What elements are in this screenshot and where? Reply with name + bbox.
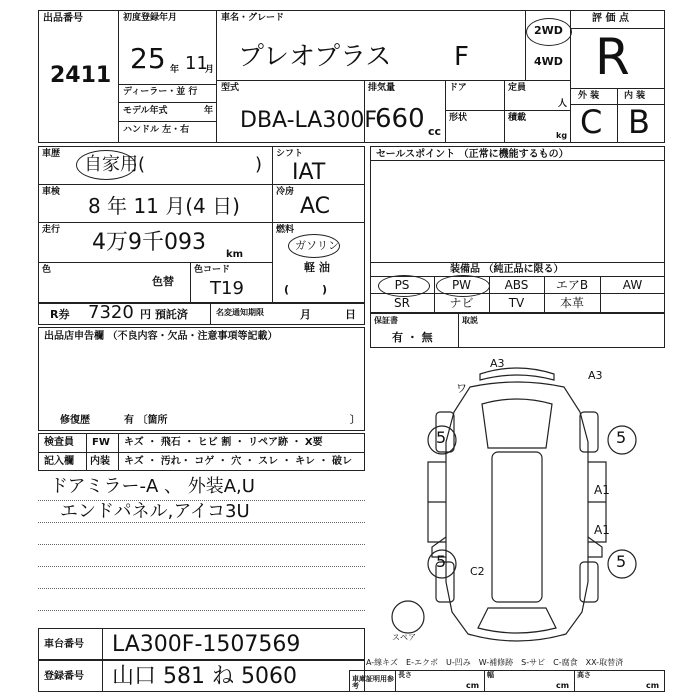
tire-mark-fl: 5 (436, 552, 447, 571)
exterior-grade: C (580, 103, 603, 141)
car-name: プレオプラス (238, 42, 392, 72)
inspector-label: 検査員 (44, 437, 74, 448)
handle-label: ハンドル 左・右 (123, 125, 190, 135)
cc-unit: cc (428, 125, 442, 138)
repair-value: 有 〔箇所 (124, 415, 168, 426)
year-label: 年 (204, 106, 214, 116)
shape-label: 形状 (449, 113, 468, 123)
inspection-value: 8 年 11 月(4 日) (88, 194, 240, 218)
equip-sr: SR (394, 296, 410, 310)
mileage-value: 4万9千093 (92, 230, 206, 255)
equip-tv: TV (508, 296, 525, 310)
length-cm: cm (466, 681, 480, 690)
person-unit: 人 (558, 99, 568, 109)
color-code: T19 (210, 278, 244, 299)
tire-mark-fr: 5 (616, 552, 627, 571)
drive-2wd: 2WD (534, 24, 563, 37)
first-reg-month: 11 (185, 53, 208, 74)
ac-value: AC (300, 194, 331, 219)
model-value: DBA-LA300F (240, 108, 377, 133)
equip-airbag: エアB (555, 278, 589, 292)
year-unit: 年 (170, 65, 180, 75)
month-unit: 月 (205, 65, 215, 75)
height-label: 高さ (577, 671, 591, 679)
color-code-label: 色コード (194, 265, 231, 275)
fuel-light: 軽 油 (304, 261, 330, 274)
width-label: 幅 (487, 671, 494, 679)
legend: A-線キズ E-エクボ U-凹み W-補修跡 S-サビ C-腐食 XX-取替済 (366, 658, 624, 667)
damage-mark-wa: ワ (456, 382, 467, 395)
score-value: R (595, 28, 630, 86)
equip-navi: ナビ (449, 296, 474, 310)
manual-label: 取説 (462, 316, 478, 325)
tire-mark-rr: 5 (616, 428, 627, 447)
history-value: 自家用( (84, 154, 146, 175)
transfer-label: 名変通知期限 (216, 308, 264, 317)
equip-leather: 本革 (559, 296, 584, 310)
repair-close: 〕 (350, 415, 360, 426)
door-label: ドア (449, 83, 467, 93)
fuel-value: ガソリン (295, 239, 339, 252)
equip-abs: ABS (504, 278, 529, 292)
car-name-label: 車名・グレード (221, 13, 285, 23)
car-diagram (370, 352, 665, 657)
history-close: ) (255, 154, 263, 175)
width-cm: cm (556, 681, 570, 690)
warranty-value: 有 ・ 無 (392, 331, 433, 344)
transfer-month: 月 (300, 308, 311, 321)
kg-unit: kg (556, 131, 568, 140)
damage-mark-a3-left: A3 (490, 357, 505, 370)
chassis-value: LA300F-1507569 (112, 632, 301, 657)
drive-4wd: 4WD (534, 55, 563, 68)
km-unit: km (226, 249, 244, 260)
repair-label: 修復歴 (60, 415, 90, 426)
interior-label: 内 装 (624, 91, 646, 101)
length-label: 長さ (398, 671, 412, 679)
record-label: 記入欄 (44, 456, 74, 467)
dealer-label: ディーラー・並 行 (123, 87, 198, 97)
note-line-1: ドアミラー-A 、 外装A,U (50, 476, 255, 497)
lot-label: 出品番号 (43, 13, 83, 24)
capacity-label: 定員 (508, 83, 527, 93)
inspection-label: 車検 (42, 187, 61, 197)
load-label: 積載 (508, 113, 527, 123)
model-year-label: モデル年式 (123, 106, 168, 116)
plate-label: 登録番号 (44, 671, 84, 682)
note-line-2: エンドパネル,アイコ3U (60, 501, 250, 522)
cert-block (349, 670, 665, 692)
interior-grade: B (628, 103, 650, 141)
ac-label: 冷房 (276, 187, 295, 197)
displacement-value: 660 (375, 104, 425, 134)
int-items: キズ ・ 汚れ・ コゲ ・ 穴 ・ スレ ・ キレ ・ 破レ (124, 456, 352, 467)
equip-ps: PS (394, 278, 410, 292)
first-reg-year: 25 (130, 42, 166, 75)
sales-title: セールスポイント （正常に機能するもの） (376, 149, 569, 160)
damage-mark-a3-right: A3 (588, 369, 603, 382)
recycle-value: 7320 (88, 302, 134, 323)
damage-mark-a1-upper: A1 (594, 483, 610, 497)
fuel-paren: ( ) (284, 283, 328, 296)
score-label: 評 価 点 (592, 13, 629, 24)
color-change: 色替 (152, 275, 174, 288)
grade: F (454, 42, 469, 72)
lot-number: 2411 (50, 63, 112, 88)
fw-label: FW (92, 437, 110, 448)
history-label: 車歴 (42, 149, 61, 159)
height-cm: cm (646, 681, 660, 690)
first-reg-label: 初度登録年月 (123, 13, 178, 23)
int-label: 内装 (90, 456, 110, 467)
recycle-label: R券 (50, 308, 70, 321)
report-title: 出品店申告欄 （不良内容・欠品・注意事項等記載） (44, 331, 278, 342)
equip-pw: PW (451, 278, 472, 292)
mileage-label: 走行 (42, 225, 61, 235)
cert-label: 車庫証明用参考 (352, 675, 394, 690)
equip-aw: AW (622, 278, 643, 292)
color-label: 色 (42, 265, 52, 275)
chassis-label: 車台番号 (44, 639, 84, 650)
warranty-label: 保証書 (374, 316, 398, 325)
equip-title: 装備品 （純正品に限る） (450, 264, 564, 275)
tire-mark-rl: 5 (436, 428, 447, 447)
model-label: 型式 (221, 83, 240, 93)
plate-value: 山口 581 ね 5060 (112, 664, 297, 689)
damage-mark-c2: C2 (470, 565, 485, 578)
shift-label: シフト (276, 149, 304, 159)
spare-label: スペア (392, 633, 416, 642)
damage-mark-a1-lower: A1 (594, 523, 610, 537)
exterior-label: 外 装 (578, 91, 600, 101)
fuel-label: 燃料 (276, 225, 295, 235)
fw-items: キズ ・ 飛石 ・ ヒビ 割 ・ リペア跡 ・ X要 (124, 437, 323, 448)
recycle-unit: 円 預託済 (140, 308, 188, 321)
transfer-day: 日 (345, 308, 356, 321)
shift-value: IAT (292, 160, 326, 185)
displacement-label: 排気量 (368, 83, 396, 93)
